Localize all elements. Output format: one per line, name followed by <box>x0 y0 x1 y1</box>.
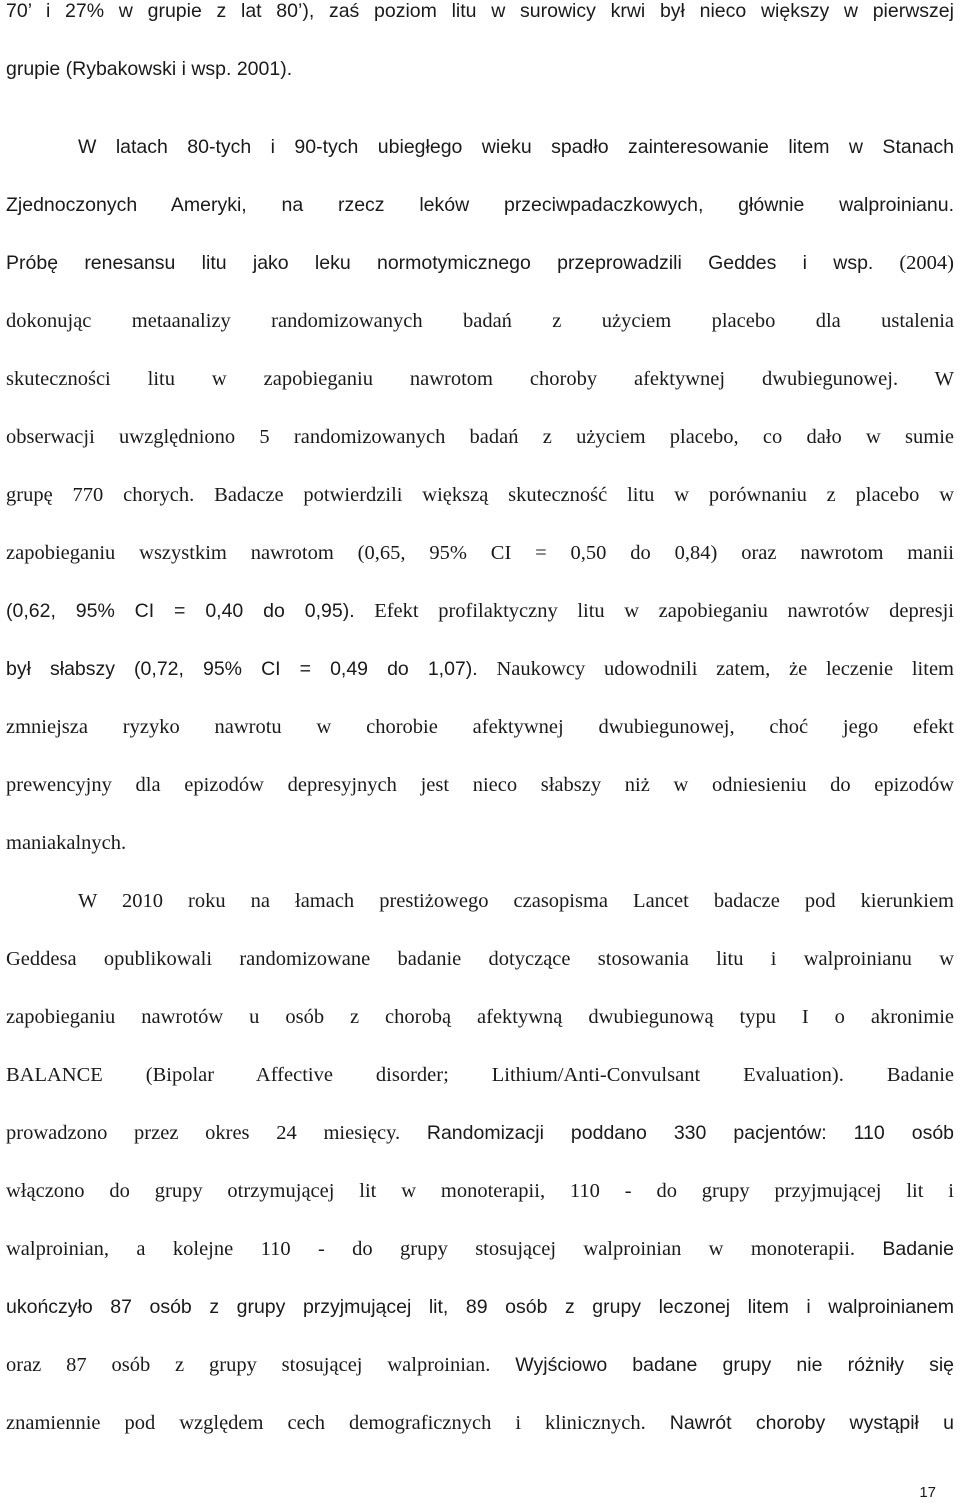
text-line: prewencyjny dla epizodów depresyjnych jest nieco słabszy niż w odniesieniu do epizodów <box>6 774 954 796</box>
text-line: grupie (Rybakowski i wsp. 2001). <box>6 58 293 80</box>
text-line <box>6 582 954 640</box>
text-segment: Efekt profilaktyczny litu w zapobieganiu nawrotów depresji <box>374 600 954 622</box>
text-line: dokonując metaanalizy randomizowanych badań z użyciem placebo dla ustalenia <box>6 310 954 332</box>
text-segment: znamiennie pod względem cech demograficznych i klinicznych. <box>6 1412 646 1434</box>
text-line: obserwacji uwzględniono 5 randomizowanych badań z użyciem placebo, co dało w sumie <box>6 426 954 448</box>
text-line <box>6 1394 954 1452</box>
text-segment: Próbę renesansu litu jako leku normotymicznego przeprowadzili Geddes i wsp. <box>6 252 874 274</box>
text-segment: Badanie <box>882 1238 954 1260</box>
text-segment: Randomizacji poddano 330 pacjentów: 110 osób <box>426 1122 955 1144</box>
text-line <box>6 640 954 698</box>
text-line <box>6 1104 954 1162</box>
text-line: 70’ i 27% w grupie z lat 80’), zaś poziom litu w surowicy krwi był nieco większy w pierwszej <box>6 0 954 22</box>
text-line: zapobieganiu wszystkim nawrotom (0,65, 95% CI = 0,50 do 0,84) oraz nawrotom manii <box>6 542 954 564</box>
text-line: maniakalnych. <box>6 832 127 854</box>
text-line <box>6 350 954 408</box>
text-segment: W <box>934 368 954 390</box>
text-segment: Nawrót choroby wystąpił u <box>669 1412 955 1434</box>
text-segment: Naukowcy udowodnili zatem, że leczenie litem <box>496 658 954 680</box>
text-line: zmniejsza ryzyko nawrotu w chorobie afektywnej dwubiegunowej, choć jego efekt <box>6 716 954 738</box>
text-line <box>6 1336 954 1394</box>
text-segment: Wyjściowo badane grupy nie różniły się <box>515 1354 955 1376</box>
text-segment: był słabszy (0,72, 95% CI = 0,49 do 1,07). <box>6 658 478 680</box>
text-line <box>6 1220 954 1278</box>
text-line: ukończyło 87 osób z grupy przyjmującej lit, 89 osób z grupy leczonej litem i walproinianem <box>6 1296 954 1318</box>
text-line: W latach 80-tych i 90-tych ubiegłego wieku spadło zainteresowanie litem w Stanach <box>78 136 954 158</box>
text-segment: oraz 87 osób z grupy stosującej walproinian. <box>6 1354 491 1376</box>
text-line: Geddesa opublikowali randomizowane badanie dotyczące stosowania litu i walproinianu w <box>6 948 954 970</box>
text-segment: (2004) <box>899 252 955 274</box>
text-segment: Badacze potwierdzili większą skuteczność litu w porównaniu z placebo w <box>214 484 955 506</box>
text-line <box>6 234 954 292</box>
text-line <box>6 466 954 524</box>
text-line: Zjednoczonych Ameryki, na rzecz leków przeciwpadaczkowych, głównie walproinianu. <box>6 194 954 216</box>
text-segment: skuteczności litu w zapobieganiu nawrotom choroby afektywnej dwubiegunowej. <box>6 368 899 390</box>
text-segment: grupę 770 chorych. <box>6 484 195 506</box>
text-segment: (0,62, 95% CI = 0,40 do 0,95). <box>6 600 355 622</box>
text-line: włączono do grupy otrzymującej lit w monoterapii, 110 - do grupy przyjmującej lit i <box>6 1180 954 1202</box>
text-line: zapobieganiu nawrotów u osób z chorobą afektywną dwubiegunową typu I o akronimie <box>6 1006 954 1028</box>
page-number: 17 <box>919 1484 936 1501</box>
text-line: BALANCE (Bipolar Affective disorder; Lithium/Anti-Convulsant Evaluation). Badanie <box>6 1064 954 1086</box>
text-segment: prowadzono przez okres 24 miesięcy. <box>6 1122 401 1144</box>
text-segment: walproinian, a kolejne 110 - do grupy stosującej walproinian w monoterapii. <box>6 1238 856 1260</box>
text-line: W 2010 roku na łamach prestiżowego czasopisma Lancet badacze pod kierunkiem <box>78 890 954 912</box>
